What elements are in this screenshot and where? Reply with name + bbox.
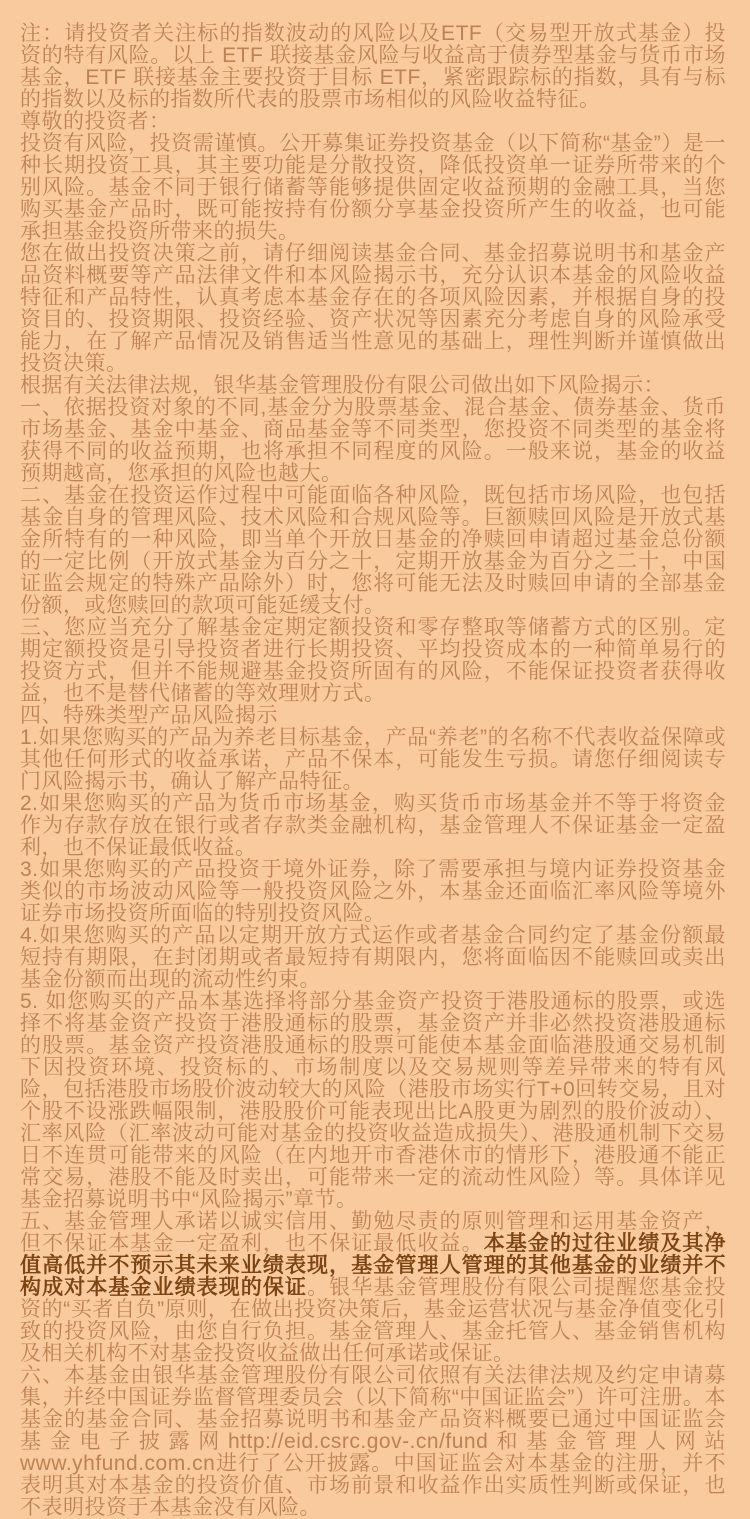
bold-text-run: 本基金的过往业绩及其净值高低并不预示其未来业绩表现，基金管理人管理的其他基金的业绩并不构成对本基金业绩表现的保证 [20, 1232, 727, 1299]
paragraph-16 [20, 1365, 726, 1519]
paragraph-12 [20, 859, 726, 925]
paragraph-7 [20, 485, 726, 617]
paragraph-9 [20, 705, 726, 727]
text-run: 根据有关法律法规，银华基金管理股份有限公司做出如下风险揭示： [20, 374, 665, 397]
text-run: 投资有风险，投资需谨慎。公开募集证券投资基金（以下简称“基金”）是一种长期投资工具，其主要功能是分散投资，降低投资单一证券所带来的个别风险。基金不同于银行储蓄等能够提供固定收益预期的金融工具，当您购买基金产品时，既可能按持有份额分享基金投资所产生的收益，也可能承担基金投资所带来的损失。 [20, 132, 726, 243]
text-run: 您在做出投资决策之前，请仔细阅读基金合同、基金招募说明书和基金产品资料概要等产品法律文件和本风险揭示书，充分认识本基金的风险收益特征和产品特性，认真考虑本基金存在的各项风险因素，并根据自身的投资目的、投资期限、投资经验、资产状况等因素充分考虑自身的风险承受能力，在了解产品情况及销售适当性意见的基础上，理性判断并谨慎做出投资决策。 [20, 242, 726, 375]
text-run: 。银华基金管理股份有限公司提醒您基金投资的“买者自负”原则，在做出投资决策后，基金运营状况与基金净值变化引致的投资风险，由您自行负担。基金管理人、基金托管人、基金销售机构及相关机构不对基金投资收益做出任何承诺或保证。 [20, 1276, 727, 1365]
paragraph-5 [20, 375, 726, 397]
text-run: 二、基金在投资运作过程中可能面临各种风险，既包括市场风险，也包括基金自身的管理风险、技术风险和合规风险等。巨额赎回风险是开放式基金所特有的一种风险，即当单个开放日基金的净赎回申请超过基金总份额的一定比例（开放式基金为百分之十，定期开放基金为百分之二十，中国证监会规定的特殊产品除外）时，您将可能无法及时赎回申请的全部基金份额，或您赎回的款项可能延缓支付。 [20, 484, 726, 617]
text-run: 五、基金管理人承诺以诚实信用、勤勉尽责的原则管理和运用基金资产，但不保证本基金一定盈利，也不保证最低收益。 [20, 1210, 726, 1255]
paragraph-8 [20, 617, 726, 705]
text-run: 4.如果您购买的产品以定期开放方式运作或者基金合同约定了基金份额最短持有期限，在封闭期或者最短持有期限内，您将面临因不能赎回或卖出基金份额而出现的流动性约束。 [20, 924, 726, 991]
paragraph-1 [20, 23, 726, 111]
text-run: 尊敬的投资者： [20, 110, 171, 133]
text-run: 5. 如您购买的产品本基选择将部分基金资产投资于港股通标的股票，或选择不将基金资产投资于港股通标的股票，基金资产并非必然投资港股通标的股票。基金资产投资港股通标的股票可能使本基金面临港股通交易机制下因投资环境、投资标的、市场制度以及交易规则等差异带来的特有风险，包括港股市场股价波动较大的风险（港股市场实行T+0回转交易，且对个股不设涨跌幅限制，港股股价可能表现出比A股更为剧烈的股价波动）、汇率风险（汇率波动可能对基金的投资收益造成损失）、港股通机制下交易日不连贯可能带来的风险（在内地开市香港休市的情形下，港股通不能正常交易，港股不能及时卖出，可能带来一定的流动性风险）等。具体详见基金招募说明书中“风险揭示”章节。 [20, 990, 726, 1211]
text-run: 注：请投资者关注标的指数波动的风险以及ETF（交易型开放式基金）投资的特有风险。以上 ETF 联接基金风险与收益高于债券型基金与货币市场基金，ETF 联接基金主要投资于目标 ETF，紧密跟踪标的指数，具有与标的指数以及标的指数所代表的股票市场相似的风险收益特征。 [20, 22, 726, 111]
paragraph-14 [20, 991, 726, 1211]
text-run: 三、您应当充分了解基金定期定额投资和零存整取等储蓄方式的区别。定期定额投资是引导投资者进行长期投资、平均投资成本的一种简单易行的投资方式，但并不能规避基金投资所固有的风险，不能保证投资者获得收益，也不是替代储蓄的等效理财方式。 [20, 616, 726, 705]
paragraph-13 [20, 925, 726, 991]
paragraph-4 [20, 243, 726, 375]
paragraph-15 [20, 1211, 726, 1365]
paragraph-6 [20, 397, 726, 485]
text-run: 六、本基金由银华基金管理股份有限公司依照有关法律法规及约定申请募集，并经中国证券监督管理委员会（以下简称“中国证监会”）许可注册。本基金的基金合同、基金招募说明书和基金产品资料概要已通过中国证监会基金电子披露网http://eid.csrc.gov-.cn/fund和基金管理人网站www.yhfund.com.cn进行了公开披露。中国证监会对本基金的注册，并不表明其对本基金的投资价值、市场前景和收益作出实质性判断或保证，也不表明投资于本基金没有风险。 [20, 1364, 726, 1519]
text-run: 一、依据投资对象的不同,基金分为股票基金、混合基金、债券基金、货币市场基金、基金中基金、商品基金等不同类型，您投资不同类型的基金将获得不同的收益预期，也将承担不同程度的风险。一般来说，基金的收益预期越高，您承担的风险也越大。 [20, 396, 726, 485]
paragraph-11 [20, 793, 726, 859]
text-run: 1.如果您购买的产品为养老目标基金，产品“养老”的名称不代表收益保障或其他任何形式的收益承诺，产品不保本，可能发生亏损。请您仔细阅读专门风险揭示书，确认了解产品特征。 [20, 726, 726, 793]
text-run: 3.如果您购买的产品投资于境外证券，除了需要承担与境内证券投资基金类似的市场波动风险等一般投资风险之外，本基金还面临汇率风险等境外证券市场投资所面临的特别投资风险。 [20, 858, 726, 925]
paragraph-2 [20, 111, 726, 133]
paragraph-3 [20, 133, 726, 243]
text-run: 2.如果您购买的产品为货币市场基金，购买货币市场基金并不等于将资金作为存款存放在银行或者存款类金融机构，基金管理人不保证基金一定盈利，也不保证最低收益。 [20, 792, 726, 859]
text-run: 四、特殊类型产品风险揭示 [20, 704, 278, 727]
paragraph-10 [20, 727, 726, 793]
